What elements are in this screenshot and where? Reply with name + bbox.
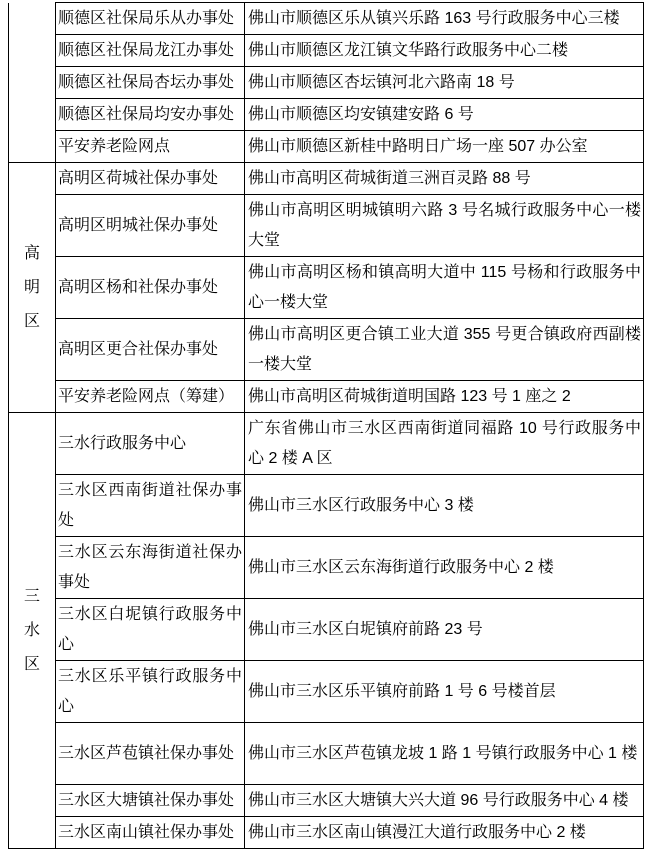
- office-name-cell: 顺德区社保局均安办事处: [56, 99, 245, 131]
- table-row: [9, 195, 644, 257]
- table-row: [9, 131, 644, 163]
- table-row: [9, 785, 644, 817]
- address-cell: 佛山市三水区行政服务中心 3 楼: [245, 475, 644, 537]
- region-label: 三水区: [23, 587, 40, 673]
- office-name-cell: 三水区云东海街道社保办事处: [56, 537, 245, 599]
- office-name-cell: 高明区更合社保办事处: [56, 319, 245, 381]
- address-cell: 佛山市高明区杨和镇高明大道中 115 号杨和行政服务中心一楼大堂: [245, 257, 644, 319]
- address-cell: 佛山市三水区云东海街道行政服务中心 2 楼: [245, 537, 644, 599]
- address-cell: 佛山市高明区荷城街道明国路 123 号 1 座之 2: [245, 381, 644, 413]
- office-name-cell: 三水行政服务中心: [56, 413, 245, 475]
- address-cell: 佛山市高明区明城镇明六路 3 号名城行政服务中心一楼大堂: [245, 195, 644, 257]
- table-row: [9, 67, 644, 99]
- table-row: [9, 381, 644, 413]
- address-cell: 佛山市顺德区龙江镇文华路行政服务中心二楼: [245, 35, 644, 67]
- address-cell: 佛山市三水区白坭镇府前路 23 号: [245, 599, 644, 661]
- region-cell-gaoming: [9, 163, 56, 413]
- table-row: [9, 257, 644, 319]
- office-name-cell: 平安养老险网点: [56, 131, 245, 163]
- table-row: [9, 661, 644, 723]
- office-name-cell: 平安养老险网点（筹建）: [56, 381, 245, 413]
- region-label: 高明区: [23, 244, 40, 330]
- address-cell: 佛山市三水区南山镇漫江大道行政服务中心 2 楼: [245, 817, 644, 849]
- table-row: [9, 723, 644, 785]
- office-name-cell: 三水区乐平镇行政服务中心: [56, 661, 245, 723]
- office-name-cell: 高明区杨和社保办事处: [56, 257, 245, 319]
- address-cell: 佛山市顺德区乐从镇兴乐路 163 号行政服务中心三楼: [245, 3, 644, 35]
- table-row: [9, 99, 644, 131]
- table-row: [9, 319, 644, 381]
- table-row: [9, 475, 644, 537]
- address-cell: 佛山市三水区芦苞镇龙坡 1 路 1 号镇行政服务中心 1 楼: [245, 723, 644, 785]
- address-cell: 佛山市三水区大塘镇大兴大道 96 号行政服务中心 4 楼: [245, 785, 644, 817]
- address-cell: 佛山市顺德区杏坛镇河北六路南 18 号: [245, 67, 644, 99]
- region-cell-sanshui: [9, 413, 56, 849]
- office-name-cell: 三水区芦苞镇社保办事处: [56, 723, 245, 785]
- office-name-cell: 顺德区社保局杏坛办事处: [56, 67, 245, 99]
- office-name-cell: 三水区西南街道社保办事处: [56, 475, 245, 537]
- office-name-cell: 高明区荷城社保办事处: [56, 163, 245, 195]
- table-row: [9, 35, 644, 67]
- address-cell: 佛山市高明区更合镇工业大道 355 号更合镇政府西副楼一楼大堂: [245, 319, 644, 381]
- office-name-cell: 三水区南山镇社保办事处: [56, 817, 245, 849]
- address-cell: 佛山市三水区乐平镇府前路 1 号 6 号楼首层: [245, 661, 644, 723]
- table-row: [9, 537, 644, 599]
- office-name-cell: 三水区白坭镇行政服务中心: [56, 599, 245, 661]
- table-row: [9, 413, 644, 475]
- address-cell: 广东省佛山市三水区西南街道同福路 10 号行政服务中心 2 楼 A 区: [245, 413, 644, 475]
- address-cell: 佛山市顺德区新桂中路明日广场一座 507 办公室: [245, 131, 644, 163]
- table-row: [9, 599, 644, 661]
- address-cell: 佛山市高明区荷城街道三洲百灵路 88 号: [245, 163, 644, 195]
- table-row: [9, 3, 644, 35]
- table-row: [9, 817, 644, 849]
- office-name-cell: 顺德区社保局龙江办事处: [56, 35, 245, 67]
- office-name-cell: 高明区明城社保办事处: [56, 195, 245, 257]
- table-row: [9, 163, 644, 195]
- address-cell: 佛山市顺德区均安镇建安路 6 号: [245, 99, 644, 131]
- office-name-cell: 三水区大塘镇社保办事处: [56, 785, 245, 817]
- office-address-table: [8, 2, 644, 849]
- office-name-cell: 顺德区社保局乐从办事处: [56, 3, 245, 35]
- region-cell-shunde: [9, 3, 56, 163]
